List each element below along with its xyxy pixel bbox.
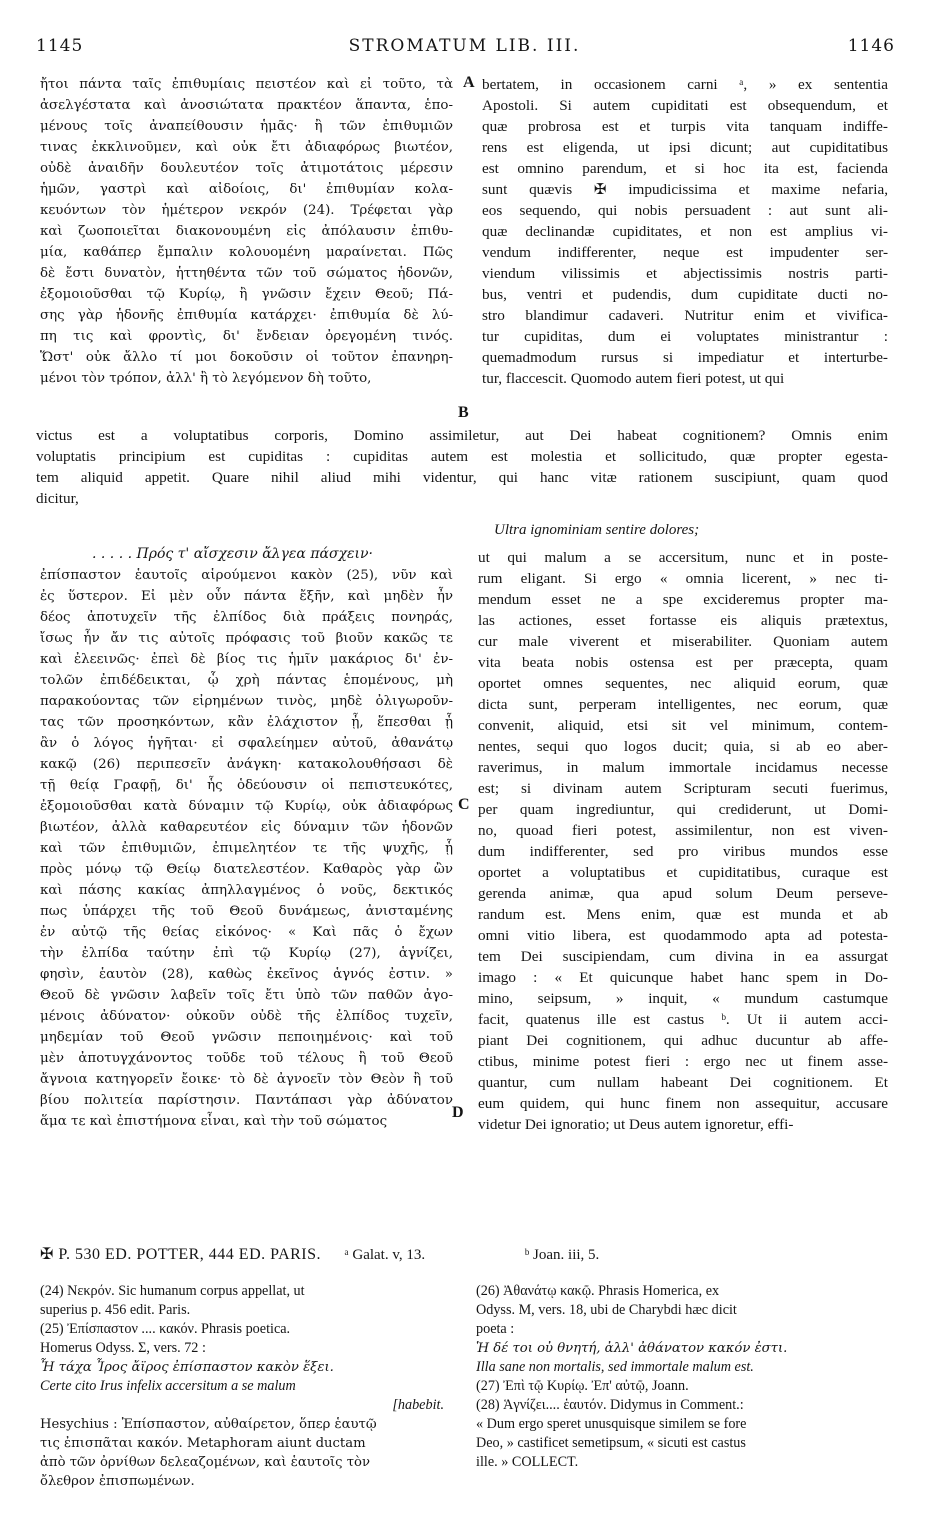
footnote-line: (27) Ἐπὶ τῷ Κυρίῳ. Ἐπ' αὐτῷ, Joann.: [476, 1378, 689, 1394]
latin-text-line: est; si divinam autem Scripturam secuti fuerimus,: [478, 780, 888, 797]
latin-full-width: [36, 425, 888, 509]
footnote-line: Certe cito Irus infelix accersitum a se malum: [40, 1378, 296, 1394]
footnote-line: Deo, » castificet semetipsum, « sicuti est castus: [476, 1435, 746, 1451]
latin-text-line: no, quoad fieri potest, assimilentur, non est viven-: [478, 822, 888, 839]
latin-text-line: dicta sunt, perperam intelligentes, nec eorum, quæ: [478, 696, 888, 713]
latin-text-line: vendum indifferenter, neque est impudenter ser-: [482, 244, 888, 261]
footnote-line: superius p. 456 edit. Paris.: [40, 1302, 191, 1318]
greek-text-line: μὲν ἀποτυγχάνοντος τοῦδε τοῦ τέλους ἢ τοῦ Θεοῦ: [40, 1051, 453, 1066]
latin-text-line: tem aliquid appetit. Quare nihil aliud mihi videntur, qui hanc vitæ rationem suscipiunt, quam quod: [36, 469, 888, 486]
latin-text-line: cur male viverent et miserabiliter. Quoniam autem: [478, 633, 888, 650]
latin-text-line: sunt quævis ✠ impudicissima et maxime nefaria,: [482, 181, 888, 198]
reference-b: ᵇ Joan. iii, 5.: [524, 1247, 600, 1263]
greek-column-top: [40, 74, 453, 389]
footnote-line: [habebit.: [392, 1397, 444, 1413]
latin-text-line: gerenda animæ, qua apud solum Deum perseve-: [478, 885, 888, 902]
verse-greek: . . . . . Πρός τ' αἴσχεσιν ἄλγεα πάσχειν·: [92, 546, 373, 562]
footnote-line: « Dum ergo speret unusquisque similem se fore: [476, 1416, 747, 1432]
margin-marker-d: D: [452, 1104, 464, 1121]
latin-text-line: dicitur,: [36, 490, 79, 507]
footnote-line: (25) Ἐπίσπαστον .... κακόν. Phrasis poetica.: [40, 1321, 291, 1337]
greek-text-line: κακῷ (26) περιπεσεῖν ἀνάγκη· κατακολουθήσασι δὲ: [40, 757, 453, 772]
footnotes-right: [476, 1282, 888, 1472]
latin-text-line: eum quidem, qui hunc finem non assequitur, accusare: [478, 1095, 888, 1112]
margin-marker-a: A: [463, 74, 475, 91]
greek-text-line: μένους τοῖς ἀναπείθουσιν ἡμᾶς· ἢ τῶν ἐπιθυμιῶν: [40, 119, 453, 134]
greek-text-line: τολῶν ἐπιδέδεικται, ᾧ χρὴ πάντας ἑπομένους, μὴ: [40, 673, 453, 688]
latin-text-line: rum eligant. Si ergo « omnia licerent, » nec ti-: [478, 570, 888, 587]
margin-marker-c: C: [458, 796, 470, 813]
greek-text-line: καὶ τῶν ἐπιθυμιῶν, ἐπιμελητέον τε τῆς ψυχῆς, ᾗ: [40, 841, 453, 856]
latin-text-line: imago : « Et quicunque habet hanc spem in Do-: [478, 969, 888, 986]
latin-text-line: dum indifferenter, sed pro viribus mundos esse: [478, 843, 888, 860]
latin-text-line: bertatem, in occasionem carni ᵃ, » ex sententia: [482, 76, 888, 93]
latin-text-line: quæ declinandæ cupiditates, et non est amplius vi-: [482, 223, 888, 240]
latin-text-line: quantur, cum nullam habeant Dei cognitionem. Et: [478, 1074, 888, 1091]
footnote-line: Ἡ δέ τοι οὐ θνητή, ἀλλ' ἀθάνατον κακόν ἐστι.: [476, 1341, 788, 1356]
footnote-line: ὄλεθρον ἐπισπωμένων.: [40, 1474, 195, 1489]
latin-text-line: omni vitio libera, est quodammodo apta ad potesta-: [478, 927, 888, 944]
verse-latin: Ultra ignominiam sentire dolores;: [494, 522, 700, 538]
latin-text-line: mendum esset ne a spe excideremus propter ma-: [478, 591, 888, 608]
latin-text-line: ctibus, minime potest fieri : ergo nec ut finem asse-: [478, 1053, 888, 1070]
greek-text-line: ἅμα τε καὶ ἐπιστήμονα εἶναι, καὶ τὴν τοῦ σώματος: [40, 1114, 388, 1129]
edition-references: [40, 1244, 900, 1264]
greek-text-line: τινας ἐκκλινοῦμεν, καὶ οὐκ ἔτι ἀδιαφόρως βιωτέον,: [40, 140, 453, 155]
greek-text-line: τὴν ἐλπίδα ταύτην ἐπὶ τῷ Κυρίῳ (27), ἁγνίζει,: [40, 946, 453, 961]
greek-text-line: κευόντων τὸν ἡμέτερον νεκρόν (24). Τρέφεται γὰρ: [40, 203, 453, 218]
footnote-line: Odyss. M, vers. 18, ubi de Charybdi hæc dicit: [476, 1302, 737, 1318]
greek-text-line: ἐξομοιοῦσθαι κατὰ δύναμιν τῷ Κυρίῳ, οὐκ ἀδιαφόρως: [40, 799, 453, 814]
latin-text-line: stro blandimur cadaveri. Nutritur enim et vivifica-: [482, 307, 888, 324]
latin-text-line: rens est eligenda, ut ipsi dicunt; aut cupiditatibus: [482, 139, 888, 156]
greek-text-line: βίου πολιτεία παρίστησιν. Παντάπασι γὰρ ἀδύνατον: [40, 1093, 453, 1108]
footnote-line: Illa sane non mortalis, sed immortale malum est.: [476, 1359, 754, 1375]
greek-text-line: μία, καθάπερ ἔμπαλιν κολουομένη μαραίνεται. Πῶς: [40, 245, 453, 260]
latin-text-line: tur cupiditas, dum ei voluptates ministrantur :: [482, 328, 888, 345]
greek-text-line: δέος ἀποτυχεῖν τῆς ἐλπίδος διὰ πράξεις πονηράς,: [40, 610, 453, 625]
footnote-line: Hesychius : Ἐπίσπαστον, αὐθαίρετον, ὅπερ ἑαυτῷ: [40, 1417, 377, 1432]
margin-marker-b: B: [458, 404, 469, 421]
latin-text-line: convenit, aliquid, etsi sit vel minimum, contem-: [478, 717, 888, 734]
greek-text-line: παρακούοντας τῶν εἰρημένων τινὸς, μηδὲ ὀλιγωροῦν-: [40, 694, 453, 709]
page-number-right: 1146: [847, 36, 895, 56]
reference-a: ᵃ Galat. v, 13.: [344, 1247, 426, 1263]
latin-text-line: victus est a voluptatibus corporis, Domino assimiletur, aut Dei habeat cognitionem? Omnis enim: [36, 427, 888, 444]
latin-text-line: per quam ingrediuntur, qui crediderunt, ut Domi-: [478, 801, 888, 818]
greek-text-line: βιωτέον, ἀλλὰ καθαρευτέον εἰς δύναμιν τῶν ἡδονῶν: [40, 820, 453, 835]
footnotes-left: [40, 1282, 444, 1491]
running-title: STROMATUM LIB. III.: [348, 36, 581, 56]
greek-column-bottom: [40, 565, 453, 1132]
greek-text-line: ἄγνοια κατηγορεῖν ἔοικε· τὸ δὲ ἀγνοεῖν τὸν Θεὸν ἢ τοῦ: [40, 1072, 453, 1087]
greek-text-line: Ὥστ' οὐκ ἄλλο τί μοι δοκοῦσιν οἱ τοῦτον ἐπανηρη-: [40, 350, 453, 365]
latin-text-line: bus, ventri et pudendis, dum cupiditate ducti no-: [482, 286, 888, 303]
greek-text-line: ἤτοι πάντα ταῖς ἐπιθυμίαις πειστέον καὶ εἰ τοῦτο, τὰ: [40, 77, 453, 92]
latin-text-line: Apostoli. Si autem cupiditati est obsequendum, et: [482, 97, 888, 114]
latin-text-line: vita beata nobis ostensa est per præcepta, quam: [478, 654, 888, 671]
greek-text-line: ἐξομοιοῦσθαι τῷ Κυρίῳ, ἢ γνῶσιν ἔχειν Θεοῦ; Πά-: [40, 287, 453, 302]
greek-text-line: καὶ ζωοποιεῖται διακονουμένη εἰς ἀπόλαυσιν ἐπιθυ-: [40, 224, 453, 239]
greek-text-line: Θεοῦ δὲ γνῶσιν λαβεῖν τοῖς ἔτι ὑπὸ τῶν παθῶν ἀγο-: [40, 988, 453, 1003]
greek-text-line: ἡμῶν, γαστρὶ καὶ αἰδοίοις, δι' ἐπιθυμίαν κολα-: [40, 182, 453, 197]
footnote-line: (28) Ἁγνίζει.... ἑαυτόν. Didymus in Comment.:: [476, 1397, 744, 1413]
page-number-left: 1145: [36, 36, 84, 56]
latin-text-line: piant Dei cognitionem, qui adhuc ducuntur ab affe-: [478, 1032, 888, 1049]
latin-text-line: eos sequendo, qui nobis persuadent : aut sunt ali-: [482, 202, 888, 219]
latin-text-line: mino, seipsum, » inquit, « mundum castumque: [478, 990, 888, 1007]
latin-text-line: ut qui malum a se accersitum, nunc et in poste-: [478, 549, 888, 566]
greek-text-line: πη τις καὶ φροντὶς, δι' ἔνδειαν ὀρεγομένη τινός.: [40, 329, 453, 344]
footnote-line: τις ἐπισπᾶται κακόν. Metaphoram aiunt ductam: [40, 1436, 366, 1451]
footnote-line: poeta :: [476, 1321, 515, 1337]
greek-text-line: καὶ ἐλεεινῶς· ἐπεὶ δὲ βίος τις ἡμῖν μακάριος δι' ἐν-: [40, 652, 453, 667]
latin-text-line: tur, flaccescit. Quomodo autem fieri potest, ut qui: [482, 370, 785, 387]
latin-text-line: randum est. Mens enim, quæ est munda et ab: [478, 906, 888, 923]
greek-text-line: μένοι τὸν τρόπον, ἀλλ' ἢ τὸ λεγόμενον δὴ τοῦτο,: [40, 371, 372, 386]
latin-text-line: est omnino parendum, et si hoc ita est, facienda: [482, 160, 888, 177]
latin-column-top: [482, 74, 888, 389]
greek-text-line: μένοις ἀδύνατον· οὐκοῦν οὐδὲ τῆς ἐλπίδος τυχεῖν,: [40, 1009, 453, 1024]
greek-text-line: οὐδὲ ἀναιδῆν δουλευτέον τοῖς ἀτιμοτάτοις μέρεσιν: [40, 161, 453, 176]
greek-text-line: πως ὑπάρχει τῆς τοῦ Θεοῦ δυνάμεως, ἀνισταμένης: [40, 904, 453, 919]
latin-text-line: oportet omnes sequentes, nec aliquid eorum, quæ: [478, 675, 888, 692]
latin-text-line: facit, quatenus ille est castus ᵇ. Ut ii autem acci-: [478, 1011, 888, 1028]
greek-text-line: ἂν ὁ λόγος ἡγῆται· εἰ σφαλείημεν αὐτοῦ, ἀθανάτῳ: [40, 736, 453, 751]
edition-reference: ✠ P. 530 ED. POTTER, 444 ED. PARIS.: [40, 1246, 322, 1263]
latin-text-line: las actiones, esset fortasse eis aliquis prætextus,: [478, 612, 888, 629]
footnote-line: ille. » COLLECT.: [476, 1454, 579, 1470]
greek-text-line: πρὸς μόνῳ τῷ Θείῳ διατελεστέον. Καθαρὸς γὰρ ὢν: [40, 862, 453, 877]
footnote-line: Homerus Odyss. Σ, vers. 72 :: [40, 1340, 206, 1356]
greek-text-line: τῇ θείᾳ Γραφῇ, δι' ἧς ὁδεύουσιν οἱ πεπιστευκότες,: [40, 778, 453, 793]
greek-text-line: ἐν αὐτῷ τῆς θείας εἰκόνος· « Καὶ πᾶς ὁ ἔχων: [40, 925, 453, 940]
latin-column-bottom: [478, 547, 888, 1135]
latin-text-line: videtur Dei ignoratio; ut Deus autem ignoretur, effi-: [478, 1116, 794, 1133]
greek-text-line: καὶ πάσης κακίας ἀπηλλαγμένος ὁ νοῦς, δεκτικός: [40, 883, 453, 898]
latin-text-line: quemadmodum rursus si impediatur et interturbe-: [482, 349, 888, 366]
greek-text-line: δὲ ἔστι δυνατὸν, ἡττηθέντα τῶν τοῦ σώματος ἡδονῶν,: [40, 266, 453, 281]
greek-text-line: ἴσως ἦν ἄν τις αὐτοῖς πρόφασις τοῦ βιοῦν κακῶς τε: [40, 631, 453, 646]
latin-text-line: voluptatis principium est cupiditas : cupiditas autem est molestia et sollicitudo, quæ propter egesta-: [36, 448, 888, 465]
latin-text-line: quæ probrosa est et turpis vita tanquam indiffe-: [482, 118, 888, 135]
greek-text-line: ἐπίσπαστον ἑαυτοῖς αἱρούμενοι κακὸν (25), νῦν καὶ: [40, 568, 453, 583]
footnote-line: (24) Νεκρόν. Sic humanum corpus appellat, ut: [40, 1283, 305, 1299]
greek-text-line: φησὶν, ἑαυτὸν (28), καθὼς ἐκεῖνος ἁγνός ἐστιν. »: [40, 967, 453, 982]
greek-text-line: ἀσελγέστατα καὶ ἀνοσιώτατα πρακτέον ἅπαντα, ἑπο-: [40, 98, 453, 113]
latin-text-line: oportet a voluptatibus et cupiditatibus, curaque est: [478, 864, 888, 881]
greek-text-line: σης γὰρ ἡδονῆς ἐπιθυμία κατάρχει· ἐπιθυμία δὲ λύ-: [40, 308, 453, 323]
latin-text-line: raverimus, in malum immortale incidamus necesse: [478, 759, 888, 776]
latin-text-line: tem Dei suscipiendam, cum divina in ea assurgat: [478, 948, 888, 965]
greek-text-line: μηδεμίαν τοῦ Θεοῦ γνῶσιν πεποιημένοις· καὶ τοῦ: [40, 1030, 453, 1045]
greek-text-line: τας τῶν προσηκόντων, κἂν ἐλάχιστον ᾖ, ἕπεσθαι ᾗ: [40, 715, 453, 730]
footnote-line: Ἦ τάχα Ἶρος ἄϊρος ἐπίσπαστον κακὸν ἕξει.: [40, 1360, 334, 1375]
footnote-line: ἀπὸ τῶν ὀρνίθων δελεαζομένων, καὶ ἑαυτοῖς τὸν: [40, 1455, 371, 1470]
greek-text-line: ἐς ὕστερον. Εἰ μὲν οὖν πάντα ἔξῆν, καὶ μηδὲν ἦν: [40, 589, 453, 604]
latin-text-line: nentes, sequi quo logos ducit; quia, si ab eo aber-: [478, 738, 888, 755]
latin-text-line: viendum vilissimis et abjectissimis nostris parti-: [482, 265, 888, 282]
footnote-line: (26) Ἀθανάτῳ κακῷ. Phrasis Homerica, ex: [476, 1283, 720, 1299]
